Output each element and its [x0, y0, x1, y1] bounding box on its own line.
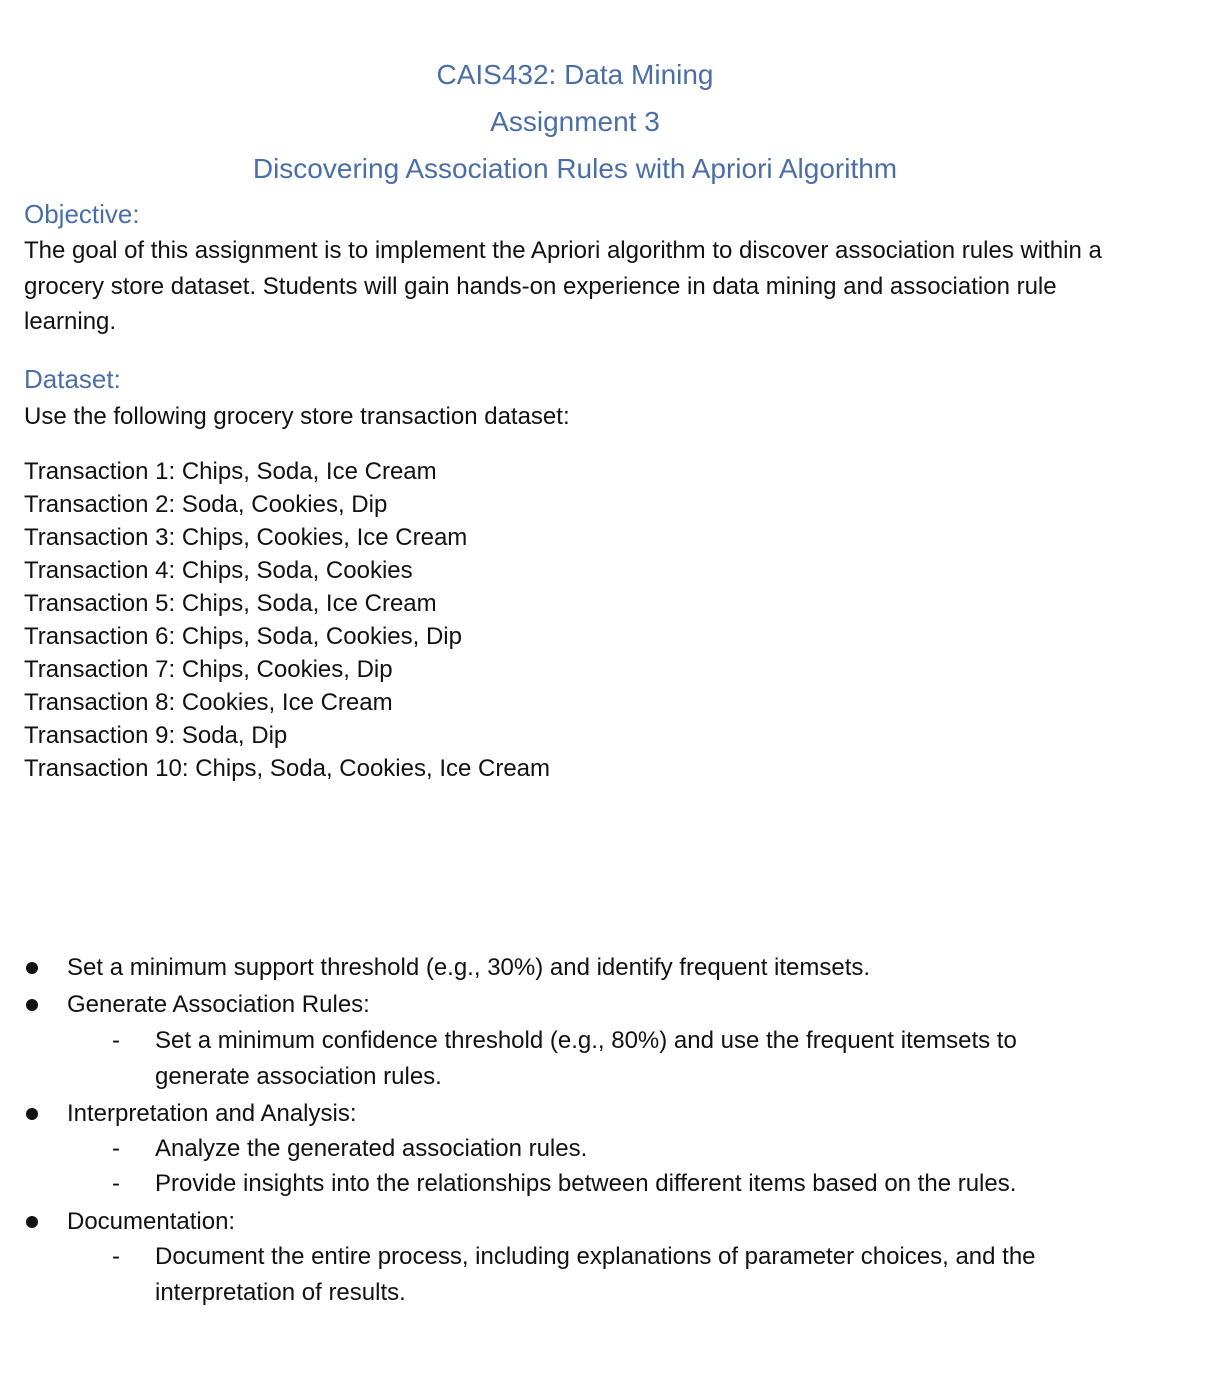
transaction-item: Transaction 2: Soda, Cookies, Dip: [24, 491, 388, 518]
sub-item-text: Document the entire process, including explanations of parameter choices, and the interpretation of results.: [155, 1243, 1036, 1306]
task-bullet: [0, 1096, 1180, 1132]
task-bullet: [0, 1204, 1180, 1240]
course-title: CAIS432: Data Mining: [436, 59, 714, 90]
dash-marker: -: [112, 1243, 120, 1270]
bullet-icon: [26, 1216, 38, 1228]
objective-heading: Objective:: [24, 199, 140, 229]
sub-item: [0, 1131, 1180, 1167]
task-bullet: [0, 950, 1180, 986]
transaction-item: Transaction 1: Chips, Soda, Ice Cream: [24, 458, 437, 485]
bullet-icon: [26, 1108, 38, 1120]
transaction-item: Transaction 8: Cookies, Ice Cream: [24, 689, 393, 716]
sub-item: [0, 1023, 1180, 1095]
transaction-item: Transaction 10: Chips, Soda, Cookies, Ice Cream: [24, 755, 551, 782]
sub-item: [0, 1166, 1180, 1202]
transaction-item: Transaction 9: Soda, Dip: [24, 722, 288, 749]
bullet-text: Set a minimum support threshold (e.g., 30%) and identify frequent itemsets.: [67, 954, 871, 981]
dash-marker: -: [112, 1027, 120, 1054]
objective-text: The goal of this assignment is to implement the Apriori algorithm to discover association rules within a grocery store dataset. Students will gain hands-on experience in data mining and association rule learning.: [24, 237, 1102, 335]
assignment-topic: Discovering Association Rules with Apriori Algorithm: [252, 153, 898, 184]
transaction-item: Transaction 6: Chips, Soda, Cookies, Dip: [24, 623, 462, 650]
transaction-item: Transaction 7: Chips, Cookies, Dip: [24, 656, 393, 683]
transaction-item: Transaction 3: Chips, Cookies, Ice Cream: [24, 524, 468, 551]
transaction-list: [24, 455, 550, 785]
bullet-icon: [26, 962, 38, 974]
dash-marker: -: [112, 1170, 120, 1197]
bullet-text: Documentation:: [67, 1208, 236, 1235]
dataset-intro: Use the following grocery store transaction dataset:: [24, 403, 570, 430]
assignment-number: Assignment 3: [490, 106, 660, 137]
transaction-item: Transaction 5: Chips, Soda, Ice Cream: [24, 590, 437, 617]
task-bullet: [0, 987, 1180, 1023]
sub-item-text: Provide insights into the relationships between different items based on the rules.: [155, 1170, 1017, 1197]
sub-item-text: Set a minimum confidence threshold (e.g., 80%) and use the frequent itemsets to generate association rules.: [155, 1027, 1017, 1090]
dataset-heading: Dataset:: [24, 364, 121, 394]
sub-item: [0, 1239, 1180, 1311]
dash-marker: -: [112, 1135, 120, 1162]
sub-item-text: Analyze the generated association rules.: [155, 1135, 588, 1162]
bullet-text: Generate Association Rules:: [67, 991, 370, 1018]
bullet-text: Interpretation and Analysis:: [67, 1100, 357, 1127]
transaction-item: Transaction 4: Chips, Soda, Cookies: [24, 557, 413, 584]
bullet-icon: [26, 999, 38, 1011]
